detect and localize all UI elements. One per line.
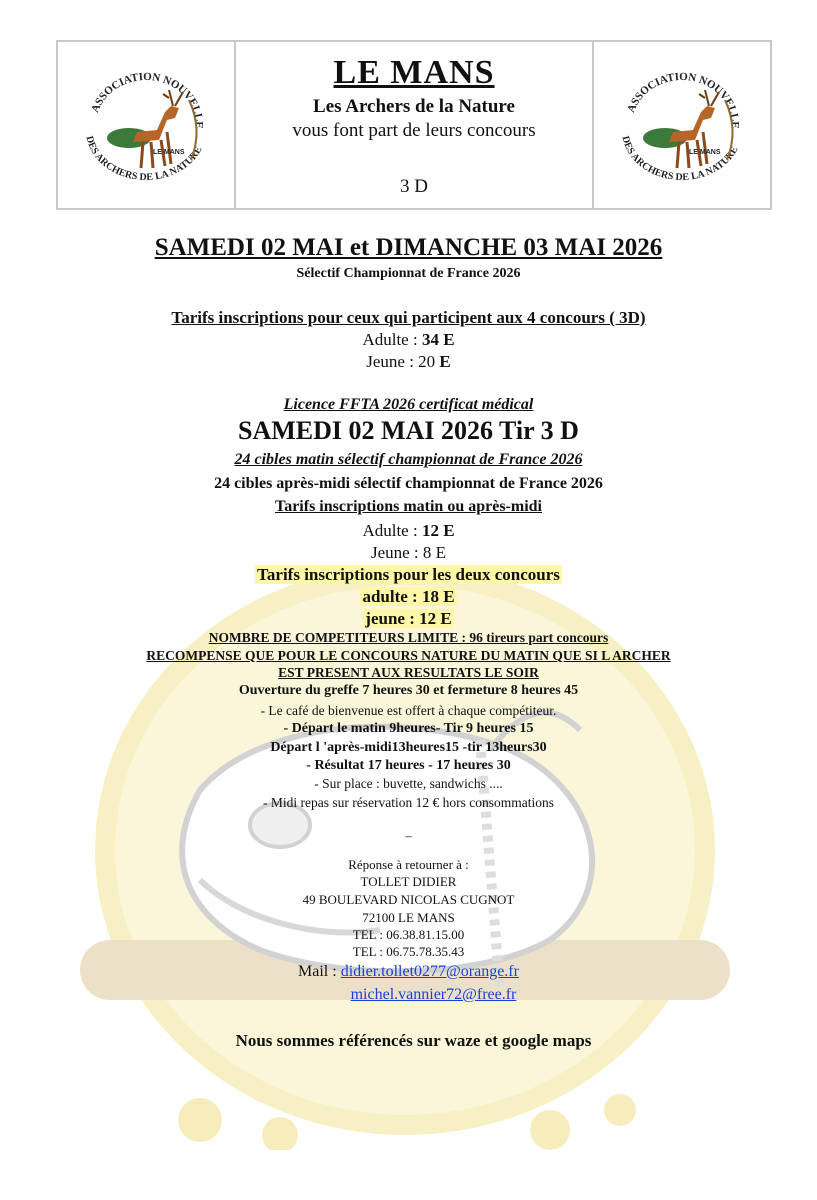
city-title: LE MANS	[333, 54, 495, 91]
samedi-title: SAMEDI 02 MAI 2026 Tir 3 D	[238, 416, 579, 445]
contact-city: 72100 LE MANS	[362, 910, 455, 925]
samedi-apres-midi: 24 cibles après-midi sélectif championnat de France 2026	[214, 475, 603, 492]
depart-matin: - Départ le matin 9heures- Tir 9 heures 15	[283, 721, 534, 736]
discipline-label: 3 D	[400, 176, 428, 197]
contact-mail-line-2	[0, 986, 817, 1004]
sur-place: - Sur place : buvette, sandwichs ....	[314, 776, 503, 791]
announcement-text: vous font part de leurs concours	[292, 120, 536, 141]
event-selectif: Sélectif Championnat de France 2026	[296, 266, 521, 281]
separator-dash: –	[405, 828, 412, 843]
depart-apres-midi: Départ l 'après-midi13heures15 -tir 13heurs30	[270, 740, 547, 755]
club-logo-left	[58, 42, 236, 208]
contact-tel-1: TEL : 06.38.81.15.00	[352, 927, 465, 942]
resultat-hours: - Résultat 17 heures - 17 heures 30	[306, 758, 511, 773]
samedi-deux-adulte-wrap	[0, 587, 817, 607]
samedi-deux-title-wrap	[0, 565, 817, 585]
svg-text:DES ARCHERS DE LA NATURE: DES ARCHERS DE LA NATURE	[83, 134, 205, 184]
event-dates-title: SAMEDI 02 MAI et DIMANCHE 03 MAI 2026	[154, 234, 663, 261]
club-logo-right	[592, 42, 770, 208]
reponse-label: Réponse à retourner à :	[348, 857, 469, 872]
cafe-notice: - Le café de bienvenue est offert à chaque compétiteur.	[260, 703, 557, 718]
samedi-adulte-label: Adulte :	[362, 521, 418, 540]
header-title-block	[236, 42, 592, 208]
recompense-line-1: RECOMPENSE QUE POUR LE CONCOURS NATURE DU MATIN QUE SI L ARCHER	[146, 648, 671, 663]
svg-text:LE MANS: LE MANS	[689, 149, 721, 156]
tarifs-all-adulte-label: Adulte :	[362, 330, 418, 349]
samedi-matin: 24 cibles matin sélectif championnat de France 2026	[234, 451, 583, 468]
samedi-adulte	[0, 521, 817, 541]
contact-street: 49 BOULEVARD NICOLAS CUGNOT	[302, 892, 515, 907]
samedi-deux-title: Tarifs inscriptions pour les deux concours	[257, 565, 560, 584]
recompense-line-2: EST PRESENT AUX RESULTATS LE SOIR	[278, 665, 539, 680]
tarifs-all-title: Tarifs inscriptions pour ceux qui participent aux 4 concours ( 3D)	[171, 308, 646, 327]
samedi-jeune: Jeune : 8 E	[370, 543, 447, 562]
samedi-tarifs-title: Tarifs inscriptions matin ou après-midi	[275, 498, 542, 515]
tarifs-all-jeune-label: Jeune : 20	[366, 352, 436, 371]
mail-link-1[interactable]: didier.tollet0277@orange.fr	[340, 963, 519, 980]
tarifs-all-adulte-value: 34 E	[421, 330, 455, 349]
svg-text:ASSOCIATION NOUVELLE: ASSOCIATION NOUVELLE	[625, 70, 742, 129]
svg-text:LE MANS: LE MANS	[153, 149, 185, 156]
svg-text:ASSOCIATION NOUVELLE: ASSOCIATION NOUVELLE	[89, 70, 206, 129]
references-note: Nous sommes référencés sur waze et google maps	[235, 1031, 592, 1050]
tarifs-all-adulte	[0, 330, 817, 350]
svg-text:DES ARCHERS DE LA NATURE: DES ARCHERS DE LA NATURE	[619, 134, 741, 184]
greffe-hours: Ouverture du greffe 7 heures 30 et fermeture 8 heures 45	[238, 683, 579, 698]
deer-logo-icon	[607, 60, 757, 190]
club-name: Les Archers de la Nature	[313, 96, 515, 117]
tarifs-all-jeune-unit: E	[439, 352, 451, 371]
samedi-deux-adulte: adulte : 18 E	[362, 587, 455, 606]
samedi-deux-jeune: jeune : 12 E	[365, 609, 452, 628]
samedi-deux-jeune-wrap	[0, 609, 817, 629]
samedi-adulte-value: 12 E	[421, 521, 455, 540]
contact-name: TOLLET DIDIER	[360, 874, 457, 889]
licence-notice: Licence FFTA 2026 certificat médical	[283, 396, 534, 413]
header-table	[56, 40, 772, 210]
limite-notice: NOMBRE DE COMPETITEURS LIMITE : 96 tireurs part concours	[208, 630, 609, 645]
mail-link-2[interactable]: michel.vannier72@free.fr	[350, 986, 517, 1003]
contact-mail-line	[0, 963, 817, 981]
midi-repas: - Midi repas sur réservation 12 € hors consommations	[263, 795, 554, 810]
contact-tel-2: TEL : 06.75.78.35.43	[352, 944, 465, 959]
deer-logo-icon	[71, 60, 221, 190]
mail-label: Mail :	[298, 963, 337, 980]
tarifs-all-jeune	[0, 352, 817, 372]
